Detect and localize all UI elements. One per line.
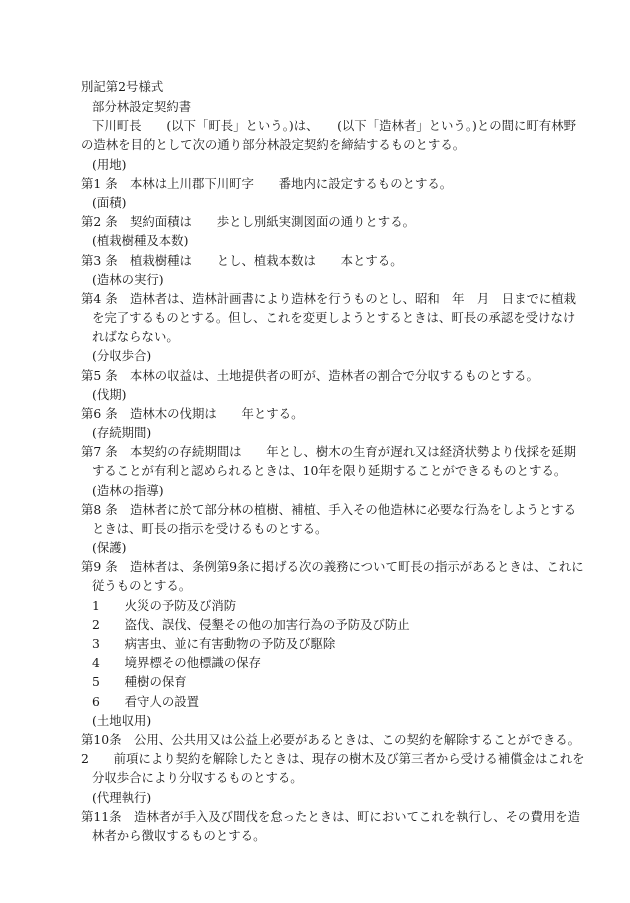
list-item: 4 境界標その他標識の保存 (92, 655, 261, 670)
article-heading: (保護) (92, 540, 127, 555)
article-heading: (存続期間) (92, 425, 152, 440)
list-item: 3 病害虫、並に有害動物の予防及び駆除 (92, 636, 336, 651)
article-line: ればならない。 (92, 329, 179, 344)
form-label: 別記第2号様式 (81, 79, 164, 94)
article-line: 第5 条 本林の収益は、土地提供者の町が、造林者の割合で分収するものとする。 (81, 368, 539, 383)
article-line: することが有利と認められるときは、10年を限り延期することができるものとする。 (92, 463, 567, 478)
article-line: 第10条 公用、公共用又は公益上必要があるときは、この契約を解除することができる。 (81, 732, 581, 747)
list-item: 5 種樹の保育 (92, 674, 187, 689)
article-heading: (土地収用) (92, 713, 152, 728)
list-item: 6 看守人の設置 (92, 694, 200, 709)
article-line: 第9 条 造林者は、条例第9条に掲げる次の義務について町長の指示があるときは、これに (81, 559, 584, 574)
list-item: 1 火災の予防及び消防 (92, 598, 237, 613)
article-line: 第1 条 本林は上川郡下川町字 番地内に設定するものとする。 (81, 176, 453, 191)
article-line: 第4 条 造林者は、造林計画書により造林を行うものとし、昭和 年 月 日までに植栽 (81, 291, 577, 306)
document-title: 部分林設定契約書 (92, 99, 192, 114)
article-line: 分収歩合により分収するものとする。 (92, 770, 303, 785)
article-line: 第3 条 植栽樹種は とし、植栽本数は 本とする。 (81, 253, 403, 268)
preamble-line: の造林を目的として次の通り部分林設定契約を締結するものとする。 (81, 137, 466, 152)
article-heading: (造林の指導) (92, 483, 164, 498)
article-line: 第6 条 造林木の伐期は 年とする。 (81, 406, 304, 421)
article-heading: (用地) (92, 157, 127, 172)
list-item: 2 盗伐、誤伐、侵墾その他の加害行為の予防及び防止 (92, 617, 410, 632)
preamble-line: 下川町長 (以下「町長」という。)は、 (以下「造林者」という。)との間に町有林野 (92, 118, 576, 133)
article-heading: (伐期) (92, 387, 127, 402)
article-line: 第11条 造林者が手入及び間伐を怠ったときは、町においてこれを執行し、その費用を造 (81, 809, 581, 824)
article-line: ときは、町長の指示を受けるものとする。 (92, 521, 328, 536)
article-line: 林者から徴収するものとする。 (92, 828, 266, 843)
article-line: 第8 条 造林者に於て部分林の植樹、補植、手入その他造林に必要な行為をしようとする (81, 502, 577, 517)
article-heading: (代理執行) (92, 790, 152, 805)
article-line: 第2 条 契約面積は 歩とし別紙実測図面の通りとする。 (81, 214, 415, 229)
article-heading: (造林の実行) (92, 272, 164, 287)
article-heading: (面積) (92, 195, 127, 210)
article-line: 2 前項により契約を解除したときは、現存の樹木及び第三者から受ける補償金はこれを (81, 751, 585, 766)
article-heading: (分収歩合) (92, 348, 152, 363)
article-heading: (植栽樹種及本数) (92, 233, 189, 248)
article-line: 従うものとする。 (92, 578, 192, 593)
article-line: 第7 条 本契約の存続期間は 年とし、樹木の生育が遅れ又は経済状勢より伐採を延期 (81, 444, 577, 459)
article-line: を完了するものとする。但し、これを変更しようとするときは、町長の承認を受けなけ (92, 310, 576, 325)
